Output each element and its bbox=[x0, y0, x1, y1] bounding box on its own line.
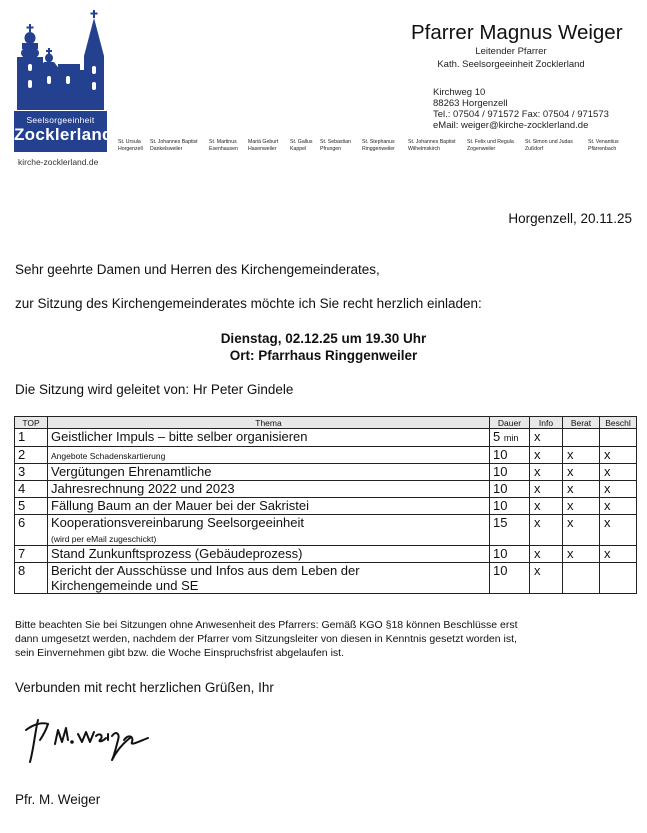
kgo-note: Bitte beachten Sie bei Sitzungen ohne Anwesenheit des Pfarrers: Gemäß KGO §18 können Beschlüsse erst dann umgesetzt werden, nachdem der Pfarrer vom Sitzungsleiter von diesen in Kenntnis gesetzt worden ist, sein Einvernehmen gibt bzw. die Woche Einspruchsfrist abgelaufen ist. bbox=[15, 619, 518, 659]
header-beschl: Beschl bbox=[600, 417, 637, 429]
header-berat: Berat bbox=[563, 417, 600, 429]
row-berat: x bbox=[563, 464, 600, 481]
row-dauer: 10 bbox=[490, 563, 530, 594]
intro-text: zur Sitzung des Kirchengemeinderates möchte ich Sie recht herzlich einladen: bbox=[15, 296, 482, 311]
table-row bbox=[15, 546, 637, 563]
row-info: x bbox=[530, 429, 563, 447]
row-top: 7 bbox=[15, 546, 48, 563]
meeting-place: Ort: Pfarrhaus Ringgenweiler bbox=[229, 348, 418, 363]
duration-unit: min bbox=[503, 433, 519, 443]
parish-item: Mariä Geburt Hasenweiler bbox=[248, 139, 279, 152]
row-dauer: 15 bbox=[490, 515, 530, 546]
table-row bbox=[15, 464, 637, 481]
table-row bbox=[15, 498, 637, 515]
parish-item: St. Johannes Baptist Wilhelmskirch bbox=[408, 139, 456, 152]
row-thema-text: Kooperationsvereinbarung Seelsorgeeinheit bbox=[51, 515, 304, 530]
church-logo-icon bbox=[14, 10, 109, 110]
row-thema-text: Bericht der Ausschüsse und Infos aus dem Leben der bbox=[51, 563, 360, 578]
sender-city: 88263 Horgenzell bbox=[433, 98, 508, 109]
sender-street: Kirchweg 10 bbox=[433, 87, 486, 98]
salutation: Sehr geehrte Damen und Herren des Kirchengemeinderates, bbox=[15, 262, 380, 277]
sender-unit: Kath. Seelsorgeeinheit Zocklerland bbox=[437, 59, 585, 70]
row-top: 8 bbox=[15, 563, 48, 594]
logo-banner bbox=[14, 111, 113, 152]
logo-line2: Zocklerland bbox=[14, 125, 113, 144]
parish-item: St. Gallus Kappel bbox=[290, 139, 313, 152]
parish-item: St. Ursula Horgenzell bbox=[118, 139, 143, 152]
table-row bbox=[15, 515, 637, 546]
row-top: 3 bbox=[15, 464, 48, 481]
row-beschl: x bbox=[600, 447, 637, 464]
header-top: TOP bbox=[15, 417, 48, 429]
parish-item: St. Felix und Regula Zogenweiler bbox=[467, 139, 514, 152]
signer-name: Pfr. M. Weiger bbox=[15, 792, 101, 807]
row-dauer: 10 bbox=[490, 498, 530, 515]
row-thema bbox=[48, 563, 490, 594]
row-info: x bbox=[530, 546, 563, 563]
row-thema-text: Angebote Schadenskartierung bbox=[51, 451, 166, 461]
sender-role: Leitender Pfarrer bbox=[475, 46, 547, 57]
row-berat: x bbox=[563, 447, 600, 464]
parish-item: St. Johannes Baptist Dankelsweiler bbox=[150, 139, 198, 152]
row-thema: Jahresrechnung 2022 und 2023 bbox=[48, 481, 490, 498]
parish-item: St. Martinus Esenhausen bbox=[209, 139, 238, 152]
row-beschl: x bbox=[600, 498, 637, 515]
row-top: 6 bbox=[15, 515, 48, 546]
row-info: x bbox=[530, 464, 563, 481]
closing-text: Verbunden mit recht herzlichen Grüßen, Ihr bbox=[15, 680, 274, 695]
signature-icon bbox=[20, 712, 160, 772]
table-row bbox=[15, 429, 637, 447]
row-top: 1 bbox=[15, 429, 48, 447]
row-info: x bbox=[530, 498, 563, 515]
meeting-date: Dienstag, 02.12.25 um 19.30 Uhr bbox=[220, 331, 427, 346]
row-beschl bbox=[600, 429, 637, 447]
row-info: x bbox=[530, 481, 563, 498]
row-dauer: 10 bbox=[490, 481, 530, 498]
parish-item: St. Venantius Pfärrenbach bbox=[588, 139, 619, 152]
row-dauer: 5 min bbox=[490, 429, 530, 447]
row-thema bbox=[48, 429, 490, 447]
row-thema-text: Geistlicher Impuls – bitte selber organisieren bbox=[51, 429, 308, 444]
row-dauer: 10 bbox=[490, 546, 530, 563]
website-link[interactable]: kirche-zocklerland.de bbox=[18, 157, 99, 167]
row-beschl bbox=[600, 563, 637, 594]
row-top: 4 bbox=[15, 481, 48, 498]
table-header-row bbox=[15, 417, 637, 429]
row-thema: Vergütungen Ehrenamtliche bbox=[48, 464, 490, 481]
row-berat: x bbox=[563, 481, 600, 498]
row-beschl: x bbox=[600, 481, 637, 498]
row-beschl: x bbox=[600, 515, 637, 546]
row-berat: x bbox=[563, 498, 600, 515]
parish-item: St. Sebastian Pfrungen bbox=[320, 139, 351, 152]
sender-email[interactable]: eMail: weiger@kirche-zocklerland.de bbox=[433, 120, 589, 131]
logo-line1: Seelsorgeeinheit bbox=[26, 115, 95, 125]
row-berat bbox=[563, 429, 600, 447]
row-berat bbox=[563, 563, 600, 594]
row-info: x bbox=[530, 563, 563, 594]
row-info: x bbox=[530, 447, 563, 464]
row-beschl: x bbox=[600, 546, 637, 563]
row-info: x bbox=[530, 515, 563, 546]
row-beschl: x bbox=[600, 464, 637, 481]
row-top: 2 bbox=[15, 447, 48, 464]
row-top: 5 bbox=[15, 498, 48, 515]
sender-name: Pfarrer Magnus Weiger bbox=[411, 21, 623, 44]
meeting-chair: Die Sitzung wird geleitet von: Hr Peter Gindele bbox=[15, 382, 294, 397]
row-thema: Stand Zunkunftsprozess (Gebäudeprozess) bbox=[48, 546, 490, 563]
header-dauer: Dauer bbox=[490, 417, 530, 429]
row-berat: x bbox=[563, 546, 600, 563]
parish-item: St. Simon und Judas Zußdorf bbox=[525, 139, 573, 152]
parish-item: St. Stephanus Ringgenweiler bbox=[362, 139, 395, 152]
row-thema: Fällung Baum an der Mauer bei der Sakristei bbox=[48, 498, 490, 515]
header-thema: Thema bbox=[48, 417, 490, 429]
row-dauer: 10 bbox=[490, 464, 530, 481]
row-thema bbox=[48, 447, 490, 464]
header-info: Info bbox=[530, 417, 563, 429]
table-row bbox=[15, 563, 637, 594]
row-dauer: 10 bbox=[490, 447, 530, 464]
row-berat: x bbox=[563, 515, 600, 546]
table-row bbox=[15, 447, 637, 464]
table-row bbox=[15, 481, 637, 498]
letter-date: Horgenzell, 20.11.25 bbox=[508, 211, 632, 226]
row-thema-sub: Kirchengemeinde und SE bbox=[51, 578, 199, 593]
row-thema bbox=[48, 515, 490, 546]
sender-phone: Tel.: 07504 / 971572 Fax: 07504 / 971573 bbox=[433, 109, 609, 120]
agenda-table bbox=[14, 416, 637, 594]
row-thema-sub: (wird per eMail zugeschickt) bbox=[51, 534, 157, 544]
